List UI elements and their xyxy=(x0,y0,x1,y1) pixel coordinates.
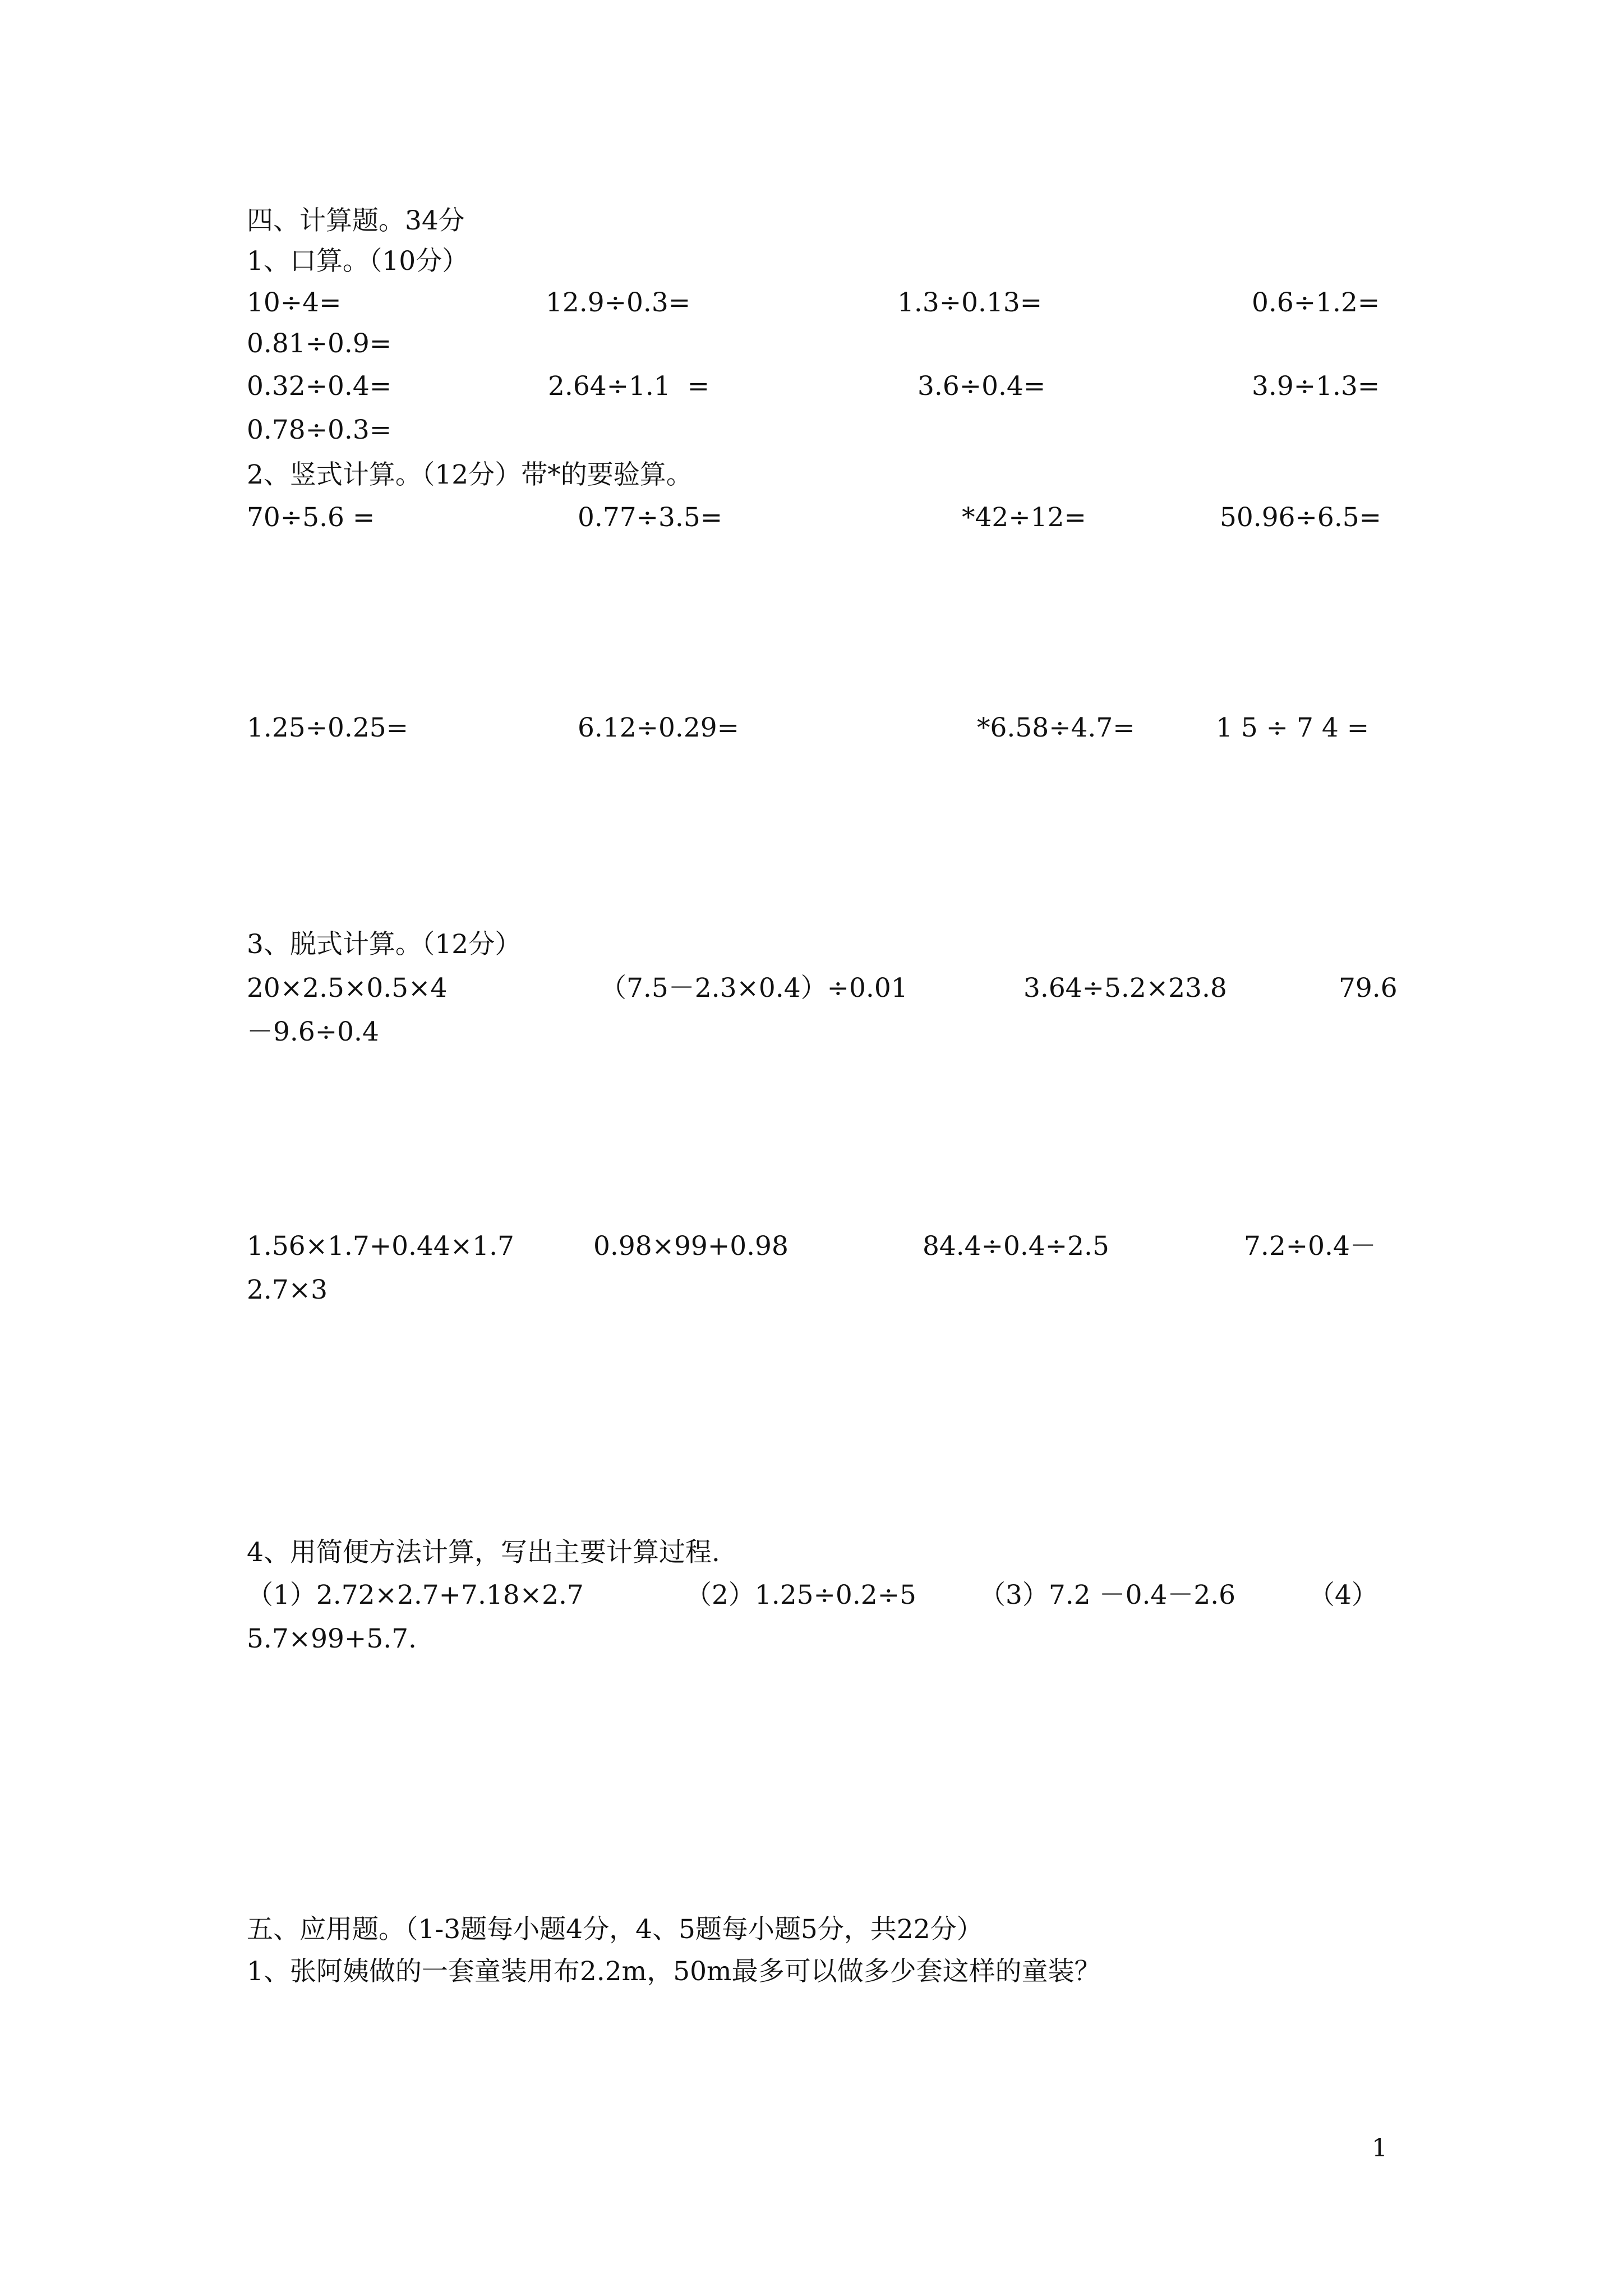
q3-item: 3.64÷5.2×23.8 xyxy=(1023,973,1227,1004)
q3-item: 79.6 xyxy=(1339,973,1398,1004)
q2-title: 2、竖式计算。（12分）带*的要验算。 xyxy=(247,459,693,490)
q3-item: （7.5－2.3×0.4）÷0.01 xyxy=(600,973,908,1004)
q4-item: （1）2.72×2.7+7.18×2.7 xyxy=(247,1580,584,1611)
q3-item: 2.7×3 xyxy=(247,1274,328,1305)
q3-item: 84.4÷0.4÷2.5 xyxy=(923,1231,1109,1262)
q2-item: 70÷5.6 = xyxy=(247,502,375,533)
q4-item: （4） xyxy=(1308,1580,1378,1611)
q2-item: 6.12÷0.29= xyxy=(578,712,740,743)
q2-item: *6.58÷4.7= xyxy=(977,712,1135,743)
q3-item: 20×2.5×0.5×4 xyxy=(247,973,448,1004)
q1-item: 3.9÷1.3= xyxy=(1252,371,1380,402)
q2-item: 50.96÷6.5= xyxy=(1220,502,1382,533)
q1-item: 0.32÷0.4= xyxy=(247,371,392,402)
page-number: 1 xyxy=(1372,2134,1387,2162)
q2-item: 1.25÷0.25= xyxy=(247,712,409,743)
q1-item: 10÷4= xyxy=(247,287,342,318)
q3-item: 1.56×1.7+0.44×1.7 xyxy=(247,1231,514,1262)
q3-item: 0.98×99+0.98 xyxy=(593,1231,789,1262)
q4-item: （2）1.25÷0.2÷5 xyxy=(685,1580,916,1611)
section4-title: 四、计算题。34分 xyxy=(247,205,465,236)
q2-item: *42÷12= xyxy=(962,502,1086,533)
q3-title: 3、脱式计算。（12分） xyxy=(247,929,522,960)
q1-item: 12.9÷0.3= xyxy=(546,287,691,318)
q1-item: 0.81÷0.9= xyxy=(247,328,392,359)
q3-item: －9.6÷0.4 xyxy=(247,1016,379,1047)
section5-title: 五、应用题。（1-3题每小题4分，4、5题每小题5分，共22分） xyxy=(247,1914,983,1945)
q1-item: 0.6÷1.2= xyxy=(1252,287,1380,318)
q2-item: 0.77÷3.5= xyxy=(578,502,723,533)
q1-item: 0.78÷0.3= xyxy=(247,415,392,445)
q1-item: 2.64÷1.1 = xyxy=(548,371,710,402)
q1-title: 1、口算。（10分） xyxy=(247,246,469,277)
q3-item: 7.2÷0.4－ xyxy=(1244,1231,1376,1262)
q4-item: 5.7×99+5.7. xyxy=(247,1623,417,1654)
section5-q1: 1、张阿姨做的一套童装用布2.2m，50m最多可以做多少套这样的童装？ xyxy=(247,1956,1101,1987)
q1-item: 1.3÷0.13= xyxy=(897,287,1043,318)
q4-title: 4、用简便方法计算，写出主要计算过程. xyxy=(247,1537,720,1568)
q4-item: （3）7.2 －0.4－2.6 xyxy=(979,1580,1236,1611)
q1-item: 3.6÷0.4= xyxy=(917,371,1046,402)
q2-item: 1 5 ÷ 7 4 = xyxy=(1216,712,1370,743)
